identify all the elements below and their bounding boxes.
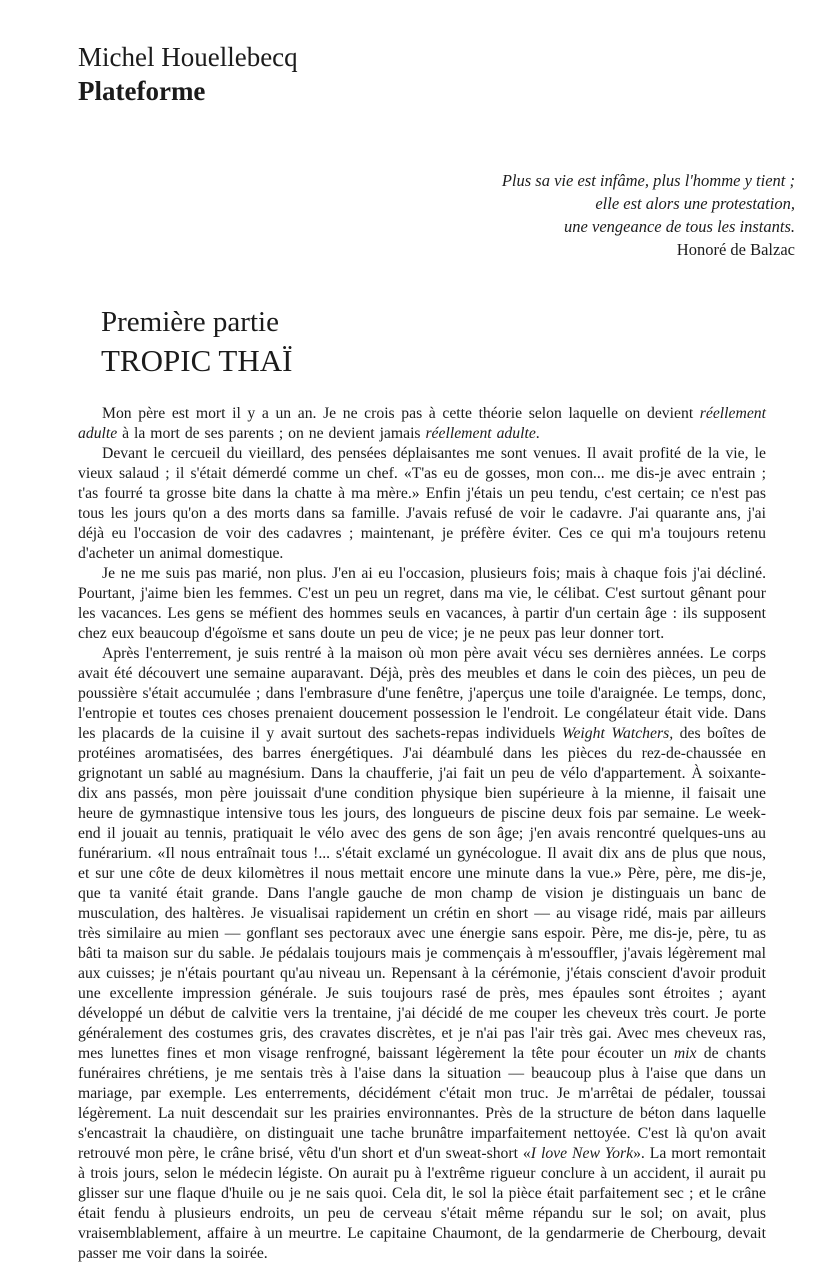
- paragraph: Après l'enterrement, je suis rentré à la maison où mon père avait vécu ses dernières années. Le corps avait été découvert une semaine auparavant. Déjà, près des meubles et dans le coin des pièces, un peu de poussière s'était accumulée ; dans l'embrasure d'une fenêtre, j'aperçus une toile d'araignée. Le temps, donc, l'entropie et toutes ces choses prenaient doucement possession le l'endroit. Le congélateur était vide. Dans les placards de la cuisine il y avait surtout des sachets-repas individuels Weight Watchers, des boîtes de protéines aromatisées, des barres énergétiques. J'ai déambulé dans les pièces du rez-de-chaussée en grignotant un sablé au magnésium. Dans la chaufferie, j'ai fait un peu de vélo d'appartement. À soixante-dix ans passés, mon père jouissait d'une condition physique bien supérieure à la mienne, il faisait une heure de gymnastique intensive tous les jours, des longueurs de piscine deux fois par semaine. Le week-end il jouait au tennis, pratiquait le vélo avec des gens de son âge; j'en avais rencontré quelques-uns au funérarium. «Il nous entraînait tous !... s'était exclamé un gynécologue. Il avait dix ans de plus que nous, et sur une côte de deux kilomètres il nous mettait encore une minute dans la vue.» Père, père, me dis-je, que ta vanité était grande. Dans l'angle gauche de mon champ de vision je distinguais un banc de musculation, des haltères. Je visualisai rapidement un crétin en short — au visage ridé, mais par ailleurs très similaire au mien — gonflant ses pectoraux avec une énergie sans espoir. Père, me dis-je, père, tu as bâti ta maison sur du sable. Je pédalais toujours mais je commençais à m'essouffler, j'avais légèrement mal aux cuisses; je n'étais pourtant qu'au niveau un. Repensant à la cérémonie, j'étais conscient d'avoir produit une excellente impression générale. Je suis toujours rasé de près, mes épaules sont étroites ; ayant développé un début de calvitie vers la trentaine, j'ai décidé de me couper les cheveux très court. Je porte généralement des costumes gris, des cravates discrètes, et je n'ai pas l'air très gai. Avec mes cheveux ras, mes lunettes fines et mon visage renfrogné, baissant légèrement la tête pour écouter un mix de chants funéraires chrétiens, je me sentais très à l'aise dans la situation — beaucoup plus à l'aise que dans un mariage, par exemple. Les enterrements, décidément c'était mon truc. Je m'arrêtai de pédaler, toussai légèrement. La nuit descendait sur les prairies environnantes. Près de la structure de béton dans laquelle s'encastrait la chaudière, on distinguait une tache brunâtre imparfaitement nettoyée. C'est là qu'on avait retrouvé mon père, le crâne brisé, vêtu d'un short et d'un sweat-short «I love New York». La mort remontait à trois jours, selon le médecin légiste. On aurait pu à l'extrême rigueur conclure à un accident, il aurait pu glisser sur une flaque d'huile ou je ne sais quoi. Cela dit, le sol la pièce était parfaitement sec ; et le crâne était fendu à plusieurs endroits, un peu de cerveau s'était même répandu sur le sol; on avait, plus vraisemblablement, affaire à un meurtre. Le capitaine Chaumont, de la gendarmerie de Cherbourg, devait passer me voir dans la soirée.: [78, 645, 766, 1262]
- epigraph-attribution: Honoré de Balzac: [676, 240, 795, 259]
- epigraph-line: elle est alors une protestation,: [595, 194, 795, 213]
- part-heading: Première partie: [101, 306, 279, 338]
- paragraph: Je ne me suis pas marié, non plus. J'en ai eu l'occasion, plusieurs fois; mais à chaque fois j'ai décliné. Pourtant, j'aime bien les femmes. C'est un peu un regret, dans ma vie, le célibat. C'est surtout gênant pour les vacances. Les gens se méfient des hommes seuls en vacances, à partir d'un certain âge : ils supposent chez eux beaucoup d'égoïsme et sans doute un peu de vice; je ne peux pas leur donner tort.: [78, 565, 766, 642]
- paragraph: Devant le cercueil du vieillard, des pensées déplaisantes me sont venues. Il avait profité de la vie, le vieux salaud ; il s'était démerdé comme un chef. «T'as eu de gosses, mon con... me dis-je avec entrain ; t'as fourré ta grosse bite dans la chatte à ma mère.» Enfin j'étais un peu tendu, c'est certain; ce n'est pas tous les jours qu'on a des morts dans sa famille. J'avais refusé de voir le cadavre. J'ai quarante ans, j'ai déjà eu l'occasion de voir des cadavres ; maintenant, je préfère éviter. Ces ce qui m'a toujours retenu d'acheter un animal domestique.: [78, 445, 766, 562]
- chapter-heading: TROPIC THAÏ: [101, 343, 293, 378]
- author-name: Michel Houellebecq: [78, 42, 298, 72]
- section-heading: [101, 304, 292, 380]
- author-block: [78, 40, 298, 108]
- body-text: [78, 404, 766, 1264]
- epigraph-line: une vengeance de tous les instants.: [564, 217, 795, 236]
- epigraph: [502, 169, 795, 261]
- epigraph-line: Plus sa vie est infâme, plus l'homme y tient ;: [501, 171, 795, 190]
- paragraph: Mon père est mort il y a un an. Je ne crois pas à cette théorie selon laquelle on devient réellement adulte à la mort de ses parents ; on ne devient jamais réellement adulte.: [78, 405, 766, 442]
- book-title: Plateforme: [78, 76, 206, 106]
